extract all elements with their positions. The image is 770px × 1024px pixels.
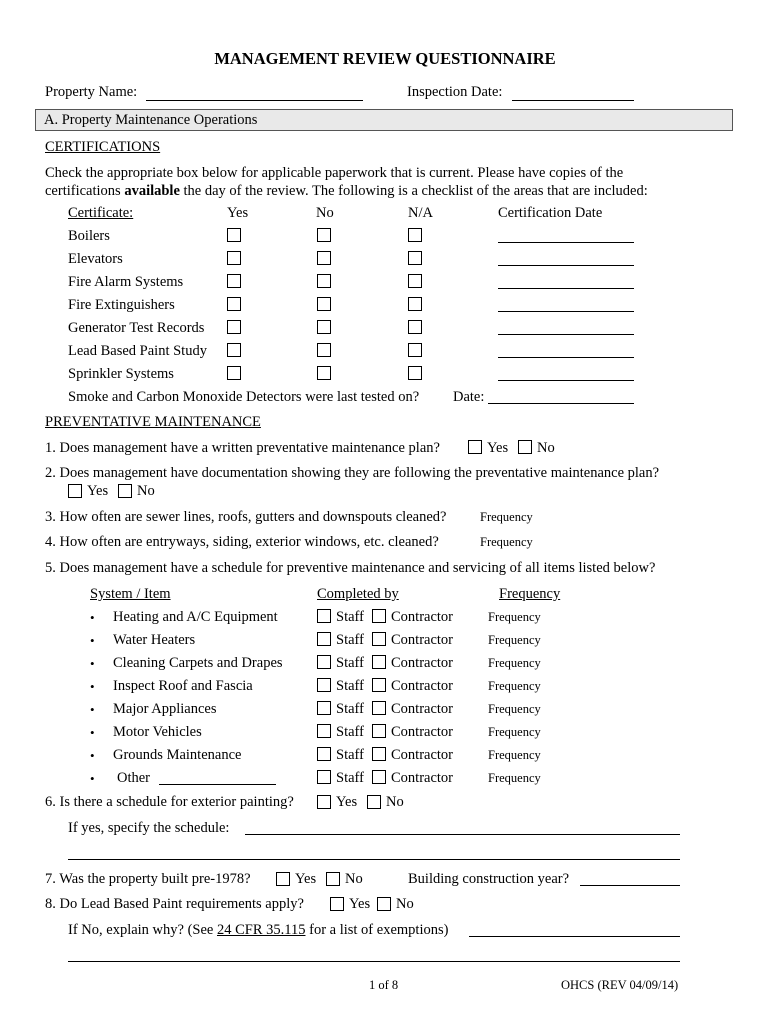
q8-explain-text-b: for a list of exemptions) bbox=[305, 922, 449, 938]
contractor-checkbox[interactable] bbox=[372, 655, 386, 669]
cert-date-field[interactable] bbox=[498, 334, 634, 335]
system-frequency[interactable]: Frequency bbox=[488, 610, 541, 624]
system-item-label: Grounds Maintenance bbox=[113, 747, 242, 763]
system-frequency[interactable]: Frequency bbox=[488, 771, 541, 785]
question-3: 3. How often are sewer lines, roofs, gutters and downspouts cleaned? bbox=[45, 509, 447, 525]
system-item-label: Water Heaters bbox=[113, 632, 196, 648]
contractor-label: Contractor bbox=[391, 632, 454, 648]
q1-yes-checkbox[interactable] bbox=[468, 440, 482, 454]
contractor-label: Contractor bbox=[391, 770, 454, 786]
cfr-link[interactable]: 24 CFR 35.115 bbox=[216, 922, 306, 938]
staff-label: Staff bbox=[336, 655, 364, 671]
q2-no-checkbox[interactable] bbox=[118, 484, 132, 498]
staff-checkbox[interactable] bbox=[317, 770, 331, 784]
q4-frequency[interactable]: Frequency bbox=[480, 535, 533, 549]
q8-explain-field-2[interactable] bbox=[68, 961, 680, 962]
cert-date-field[interactable] bbox=[498, 380, 634, 381]
staff-checkbox[interactable] bbox=[317, 609, 331, 623]
contractor-checkbox[interactable] bbox=[372, 609, 386, 623]
inspection-date-label: Inspection Date: bbox=[407, 84, 503, 100]
q6-schedule-field[interactable] bbox=[245, 834, 680, 835]
col-system-item: System / Item bbox=[90, 586, 171, 602]
staff-checkbox[interactable] bbox=[317, 701, 331, 715]
staff-label: Staff bbox=[336, 609, 364, 625]
cert-na-checkbox[interactable] bbox=[408, 297, 422, 311]
contractor-label: Contractor bbox=[391, 609, 454, 625]
q6-no-label: No bbox=[386, 794, 404, 810]
cert-na-checkbox[interactable] bbox=[408, 320, 422, 334]
contractor-checkbox[interactable] bbox=[372, 747, 386, 761]
page-title: MANAGEMENT REVIEW QUESTIONNAIRE bbox=[214, 49, 556, 68]
certifications-intro-2 bbox=[45, 183, 648, 200]
property-name-field[interactable] bbox=[146, 100, 363, 101]
col-certificate: Certificate: bbox=[68, 205, 134, 221]
q2-yes-checkbox[interactable] bbox=[68, 484, 82, 498]
contractor-label: Contractor bbox=[391, 747, 454, 763]
col-completed-by: Completed by bbox=[317, 586, 399, 602]
smoke-date-field[interactable] bbox=[488, 403, 634, 404]
q3-frequency[interactable]: Frequency bbox=[480, 510, 533, 524]
staff-checkbox[interactable] bbox=[317, 724, 331, 738]
q8-no-checkbox[interactable] bbox=[377, 897, 391, 911]
q7-yes-checkbox[interactable] bbox=[276, 872, 290, 886]
col-cert-date: Certification Date bbox=[498, 205, 603, 221]
cert-na-checkbox[interactable] bbox=[408, 251, 422, 265]
intro-text-b: the day of the review. The following is a checklist of the areas that are included: bbox=[179, 183, 648, 199]
intro-bold: available bbox=[124, 183, 180, 199]
question-4: 4. How often are entryways, siding, exterior windows, etc. cleaned? bbox=[45, 534, 439, 550]
cert-item-label: Sprinkler Systems bbox=[68, 366, 174, 382]
intro-text-a: certifications bbox=[45, 183, 125, 199]
preventative-heading: PREVENTATIVE MAINTENANCE bbox=[45, 414, 261, 430]
cert-item-label: Generator Test Records bbox=[68, 320, 205, 336]
contractor-checkbox[interactable] bbox=[372, 678, 386, 692]
contractor-checkbox[interactable] bbox=[372, 770, 386, 784]
cert-na-checkbox[interactable] bbox=[408, 343, 422, 357]
col-no: No bbox=[316, 205, 334, 221]
cert-date-field[interactable] bbox=[498, 357, 634, 358]
cert-na-checkbox[interactable] bbox=[408, 228, 422, 242]
cert-yes-checkbox[interactable] bbox=[227, 297, 241, 311]
question-5: 5. Does management have a schedule for preventive maintenance and servicing of all items listed below? bbox=[45, 560, 656, 576]
question-2: 2. Does management have documentation showing they are following the preventative maintenance plan? bbox=[45, 465, 660, 481]
bullet-icon: • bbox=[90, 610, 95, 625]
q8-explain-text-a: If No, explain why? (See bbox=[68, 922, 217, 938]
question-1: 1. Does management have a written preventative maintenance plan? bbox=[45, 440, 440, 456]
certifications-intro-1: Check the appropriate box below for applicable paperwork that is current. Please have copies of the bbox=[45, 165, 624, 181]
cert-date-field[interactable] bbox=[498, 288, 634, 289]
system-item-label: Motor Vehicles bbox=[113, 724, 202, 740]
cert-item-label: Fire Alarm Systems bbox=[68, 274, 184, 290]
cert-yes-checkbox[interactable] bbox=[227, 343, 241, 357]
q2-yes-label: Yes bbox=[87, 483, 109, 499]
contractor-label: Contractor bbox=[391, 678, 454, 694]
system-frequency[interactable]: Frequency bbox=[488, 725, 541, 739]
cert-item-label: Fire Extinguishers bbox=[68, 297, 175, 313]
q1-no-checkbox[interactable] bbox=[518, 440, 532, 454]
q6-yes-label: Yes bbox=[336, 794, 358, 810]
cert-no-checkbox[interactable] bbox=[317, 320, 331, 334]
bullet-icon: • bbox=[90, 633, 95, 648]
bullet-icon: • bbox=[90, 702, 95, 717]
cert-yes-checkbox[interactable] bbox=[227, 228, 241, 242]
question-8: 8. Do Lead Based Paint requirements apply? bbox=[45, 896, 304, 912]
system-item-label: Inspect Roof and Fascia bbox=[113, 678, 253, 694]
contractor-checkbox[interactable] bbox=[372, 701, 386, 715]
cert-yes-checkbox[interactable] bbox=[227, 274, 241, 288]
cert-date-field[interactable] bbox=[498, 265, 634, 266]
bullet-icon: • bbox=[90, 656, 95, 671]
cert-no-checkbox[interactable] bbox=[317, 297, 331, 311]
bullet-icon: • bbox=[90, 748, 95, 763]
bullet-icon: • bbox=[90, 771, 95, 786]
q7-yes-label: Yes bbox=[295, 871, 317, 887]
cert-no-checkbox[interactable] bbox=[317, 228, 331, 242]
system-frequency[interactable]: Frequency bbox=[488, 702, 541, 716]
contractor-label: Contractor bbox=[391, 701, 454, 717]
contractor-label: Contractor bbox=[391, 724, 454, 740]
contractor-checkbox[interactable] bbox=[372, 632, 386, 646]
staff-checkbox[interactable] bbox=[317, 655, 331, 669]
smoke-date-label: Date: bbox=[453, 389, 485, 405]
cert-date-field[interactable] bbox=[498, 242, 634, 243]
system-item-label: Heating and A/C Equipment bbox=[113, 609, 278, 625]
q7-construction-year-field[interactable] bbox=[580, 885, 680, 886]
system-item-label: Major Appliances bbox=[113, 701, 217, 717]
q1-yes-label: Yes bbox=[487, 440, 509, 456]
bullet-icon: • bbox=[90, 679, 95, 694]
property-name-label: Property Name: bbox=[45, 84, 138, 100]
q6-schedule-field-2[interactable] bbox=[68, 859, 680, 860]
cert-item-label: Lead Based Paint Study bbox=[68, 343, 207, 359]
system-item-label: Other bbox=[117, 770, 151, 786]
contractor-label: Contractor bbox=[391, 655, 454, 671]
system-frequency[interactable]: Frequency bbox=[488, 656, 541, 670]
page-number: 1 of 8 bbox=[369, 978, 399, 992]
col-frequency: Frequency bbox=[499, 586, 561, 602]
system-frequency[interactable]: Frequency bbox=[488, 748, 541, 762]
q7-no-checkbox[interactable] bbox=[326, 872, 340, 886]
q8-explain bbox=[68, 922, 448, 939]
col-na: N/A bbox=[408, 205, 433, 221]
inspection-date-field[interactable] bbox=[512, 100, 634, 101]
form-id: OHCS (REV 04/09/14) bbox=[561, 978, 679, 992]
cert-no-checkbox[interactable] bbox=[317, 343, 331, 357]
system-frequency[interactable]: Frequency bbox=[488, 679, 541, 693]
q7-no-label: No bbox=[345, 871, 363, 887]
cert-no-checkbox[interactable] bbox=[317, 251, 331, 265]
cert-yes-checkbox[interactable] bbox=[227, 251, 241, 265]
q7-construction-year-label: Building construction year? bbox=[408, 871, 570, 887]
bullet-icon: • bbox=[90, 725, 95, 740]
q6-yes-checkbox[interactable] bbox=[317, 795, 331, 809]
cert-na-checkbox[interactable] bbox=[408, 274, 422, 288]
certifications-heading: CERTIFICATIONS bbox=[45, 139, 161, 155]
staff-checkbox[interactable] bbox=[317, 747, 331, 761]
q8-no-label: No bbox=[396, 896, 414, 912]
cert-no-checkbox[interactable] bbox=[317, 274, 331, 288]
q8-yes-label: Yes bbox=[349, 896, 371, 912]
q6-specify-label: If yes, specify the schedule: bbox=[68, 820, 230, 836]
q1-no-label: No bbox=[537, 440, 555, 456]
staff-label: Staff bbox=[336, 701, 364, 717]
cert-yes-checkbox[interactable] bbox=[227, 320, 241, 334]
q8-explain-field[interactable] bbox=[469, 936, 680, 937]
q2-no-label: No bbox=[137, 483, 155, 499]
col-yes: Yes bbox=[227, 205, 249, 221]
question-7: 7. Was the property built pre-1978? bbox=[45, 871, 251, 887]
staff-label: Staff bbox=[336, 724, 364, 740]
cert-no-checkbox[interactable] bbox=[317, 366, 331, 380]
staff-label: Staff bbox=[336, 747, 364, 763]
cert-na-checkbox[interactable] bbox=[408, 366, 422, 380]
cert-date-field[interactable] bbox=[498, 311, 634, 312]
q6-no-checkbox[interactable] bbox=[367, 795, 381, 809]
system-item-label: Cleaning Carpets and Drapes bbox=[113, 655, 283, 671]
cert-item-label: Boilers bbox=[68, 228, 110, 244]
staff-label: Staff bbox=[336, 678, 364, 694]
question-6: 6. Is there a schedule for exterior painting? bbox=[45, 794, 294, 810]
section-a-title: A. Property Maintenance Operations bbox=[44, 112, 258, 128]
staff-label: Staff bbox=[336, 770, 364, 786]
staff-label: Staff bbox=[336, 632, 364, 648]
q8-yes-checkbox[interactable] bbox=[330, 897, 344, 911]
staff-checkbox[interactable] bbox=[317, 632, 331, 646]
other-specify-field[interactable] bbox=[159, 784, 276, 785]
staff-checkbox[interactable] bbox=[317, 678, 331, 692]
cert-item-label: Elevators bbox=[68, 251, 123, 267]
smoke-detectors-label: Smoke and Carbon Monoxide Detectors were last tested on? bbox=[68, 389, 420, 405]
cert-yes-checkbox[interactable] bbox=[227, 366, 241, 380]
contractor-checkbox[interactable] bbox=[372, 724, 386, 738]
system-frequency[interactable]: Frequency bbox=[488, 633, 541, 647]
